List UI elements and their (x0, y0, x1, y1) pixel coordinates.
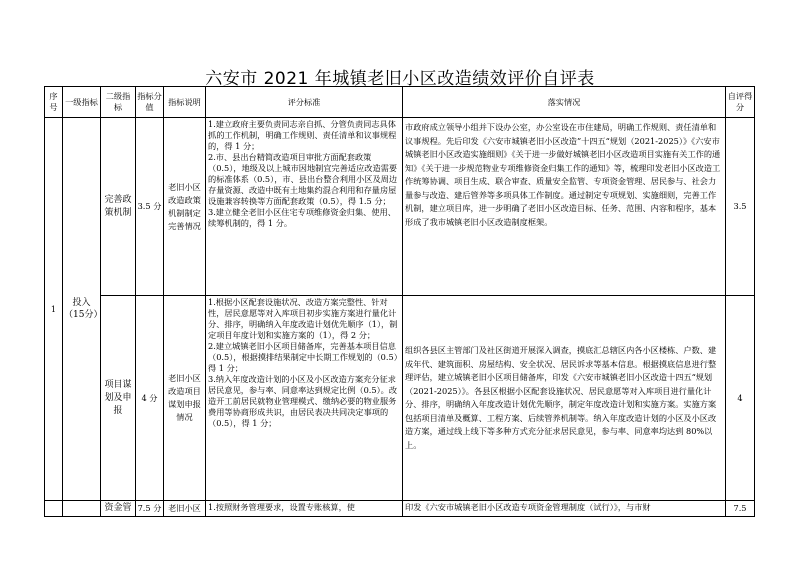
level2-cell: 资金管 (101, 501, 136, 517)
self-score-cell: 4 (726, 296, 755, 501)
level1-cell: 投入（15分） (63, 118, 101, 501)
table-row (45, 118, 755, 296)
score-cell: 7.5 分 (136, 501, 164, 517)
level2-cell: 完善政策机制 (101, 118, 136, 296)
criteria-cell (206, 118, 403, 296)
header-level2: 二级指标 (101, 87, 136, 118)
criteria-item: 1.根据小区配套设施状况、改造方案完整性、针对性，居民意愿等对入库项目初步实施方案进行量化计分、排序，明确纳入年度改造计划优先顺序（1），制定项目年度计划和实施方案的（1），得 2 分； (208, 297, 398, 340)
criteria-item: 3.纳入年度改造计划的小区及小区改造方案充分征求居民意见，参与率、同意率达到规定比例（0.5）。改造开工前居民就物业管理模式、缴纳必要的物业服务费用等协商形成共识，由居民表决共同决定事项的（0.5），得 1 分； (208, 374, 398, 428)
table-header-row (45, 87, 755, 118)
impl-cell: 市政府成立领导小组并下设办公室，办公室设在市住建局，明确工作规则、责任清单和议事规程。先后印发《六安市城镇老旧小区改造”十四五“规划（2021-2025）》《六安市城镇老旧小区改造实施细则》《关于进一步做好城镇老旧小区改造项目实施有关工作的通知》《关于进一步规范物业专项维修资金归集工作的通知》等，梳理印发老旧小区改造工作统筹协调、项目生成、联合审查、质量安全监管、专项资金管理、居民参与、社会力量参与改造、建后管养等多项具体工作制度。通过制定专项规划、实施细则，完善工作机制，建立项目库，进一步明确了老旧小区改造目标、任务、范围、内容和程序，基本形成了我市城镇老旧小区改造制度框架。 (403, 118, 726, 296)
header-seq: 序号 (45, 87, 63, 118)
criteria-item: 2.建立城镇老旧小区项目储备库，完善基本项目信息（0.5），根据摸排结果制定中长期工作规划的（0.5）得 1 分； (208, 341, 398, 373)
header-level1: 一级指标 (63, 87, 101, 118)
seq-cell (45, 501, 63, 517)
score-cell: 3.5 分 (136, 118, 164, 296)
impl-cell: 印发《六安市城镇老旧小区改造专项资金管理制度（试行）》，与市财 (403, 501, 726, 517)
header-self: 自评得分 (726, 87, 755, 118)
header-desc: 指标说明 (164, 87, 206, 118)
header-criteria: 评分标准 (206, 87, 403, 118)
header-score: 指标分值 (136, 87, 164, 118)
impl-cell: 组织各县区主管部门及社区街道开展深入调查，摸底汇总辖区内各小区楼栋、户数、建成年代、建筑面积、房屋结构、安全状况、居民诉求等基本信息。根据摸底信息进行整理评估，建立城镇老旧小区项目储备库，印发《六安市城镇老旧小区改造十四五“规划（2021-2025）》。各县区根据小区配套设施状况、居民意愿等对入库项目进行量化计分、排序，明确纳入年度改造计划优先顺序，制定年度改造计划和实施方案。实施方案包括项目清单及概算、工程方案、后续管养机制等。纳入年度改造计划的小区及小区改造方案，通过线上线下等多种方式充分征求居民意见，参与率、同意率均达到 80%以上。 (403, 296, 726, 501)
desc-cell: 老旧小区 (164, 501, 206, 517)
desc-cell: 老旧小区改造政策机制制定完善情况 (164, 118, 206, 296)
table-row (45, 501, 755, 517)
header-impl: 落实情况 (403, 87, 726, 118)
criteria-cell: 1.按照财务管理要求，设置专账核算，使 (206, 501, 403, 517)
page-title: 六安市 2021 年城镇老旧小区改造绩效评价自评表 (205, 69, 595, 89)
criteria-item: 1.建立政府主要负责同志亲自抓、分管负责同志具体抓的工作机制，明确工作规则、责任清单和议事规程的，得 1 分； (208, 119, 397, 151)
criteria-item: 2.市、县出台精简改造项目审批方面配套政策（0.5），地级及以上城市因地制宜完善适应改造需要的标准体系（0.5），市、县出台整合利用小区及周边存量资源、改造中既有土地集约混合利用和存量房屋设施兼容转换等方面配套政策（0.5），得 1.5 分； (208, 152, 398, 206)
self-score-cell: 7.5 (726, 501, 755, 517)
criteria-item: 3.建立健全老旧小区住宅专项维修资金归集、使用、续筹机制的，得 1 分。 (208, 207, 396, 228)
table-row (45, 296, 755, 501)
level2-cell: 项目谋划及申报 (101, 296, 136, 501)
score-cell: 4 分 (136, 296, 164, 501)
desc-cell: 老旧小区改造项目谋划申报情况 (164, 296, 206, 501)
level1-cell (63, 501, 101, 517)
self-score-cell: 3.5 (726, 118, 755, 296)
seq-cell: 1 (45, 118, 63, 501)
evaluation-table (44, 86, 755, 517)
criteria-cell (206, 296, 403, 501)
